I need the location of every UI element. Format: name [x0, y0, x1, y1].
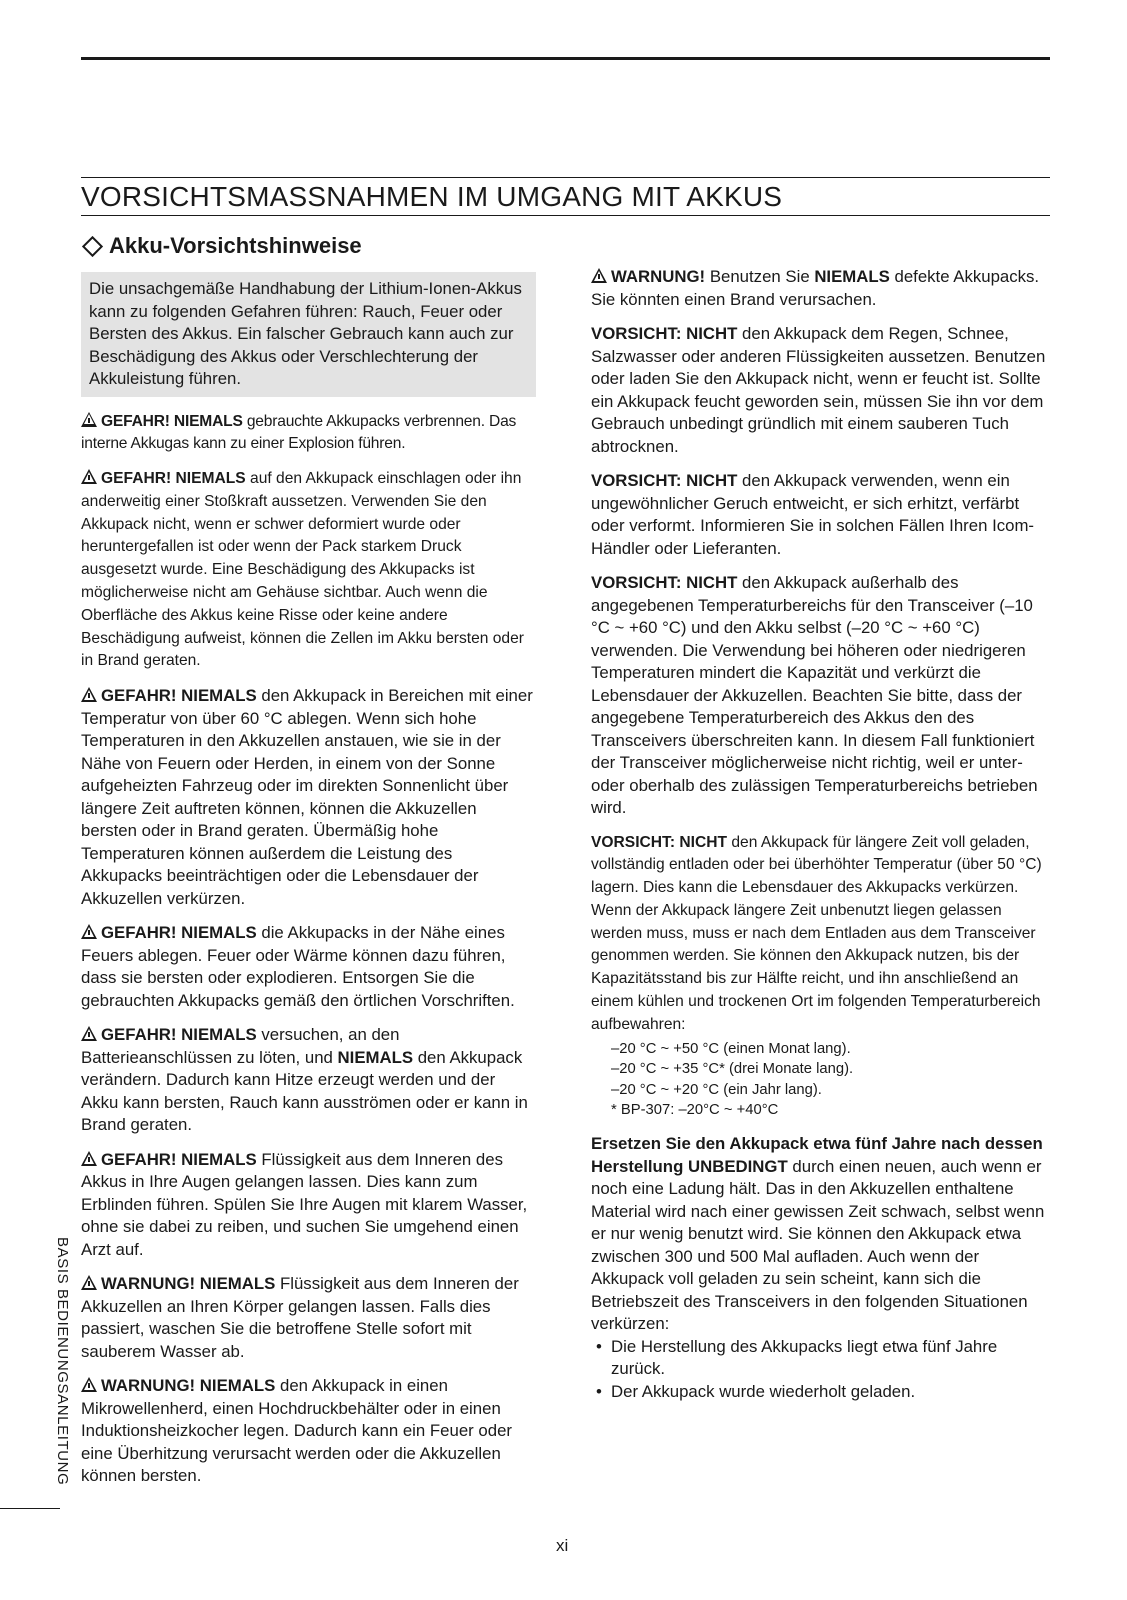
- danger-text: auf den Akkupack einschlagen oder ihn anderweitig einer Stoßkraft aussetzen. Verwenden Sie den Akkupack nicht, wenn er schwer deformiert wurde oder heruntergefallen ist oder wenn der Pack starkem Druck ausgesetzt wurde. Eine Beschädigung des Akkupacks ist möglicherweise nicht am Gehäuse sichtbar. Auch wenn die Oberfläche des Akkus keine Risse oder keine andere Beschädigung aufweist, können die Zellen im Akku bersten oder in Brand geraten.: [81, 470, 524, 670]
- left-column: [81, 272, 536, 1500]
- top-rule: [81, 57, 1050, 60]
- danger-text: gebrauchte Akkupacks verbrennen. Das interne Akkugas kann zu einer Explosion führen.: [81, 412, 517, 453]
- warning-triangle-icon: [81, 687, 97, 702]
- temperature-range-note: * BP-307: –20°C ~ +40°C: [611, 1102, 779, 1119]
- warning-triangle-icon: [81, 924, 97, 939]
- temperature-range-list: [611, 1039, 1050, 1121]
- danger-label: GEFAHR! NIEMALS: [101, 412, 243, 430]
- page-title: VORSICHTSMASSNAHMEN IM UMGANG MIT AKKUS: [81, 181, 783, 212]
- side-label: BASIS BEDIENUNGSANLEITUNG: [54, 1237, 71, 1486]
- bullet-list: [591, 1336, 1050, 1404]
- caution-item-3: [591, 572, 1050, 820]
- warning-emphasis: NIEMALS: [814, 267, 890, 286]
- warning-text-cont: defekte Akkupacks. Sie könnten einen Brand verursachen.: [591, 267, 1040, 309]
- caution-item-2: [591, 470, 1050, 560]
- replace-label: Ersetzen Sie den Akkupack etwa fünf Jahre nach dessen Herstellung UNBEDINGT: [591, 1134, 1043, 1176]
- warning-triangle-icon: [81, 1275, 97, 1290]
- section-subtitle: [81, 233, 362, 259]
- caution-label: VORSICHT: NICHT: [591, 324, 738, 343]
- list-item: • Der Akkupack wurde wiederholt geladen.: [591, 1381, 1050, 1404]
- danger-item-1: [81, 411, 536, 457]
- caution-text: den Akkupack verwenden, wenn ein ungewöhnlicher Geruch entweicht, er sich erhitzt, verfärbt oder verformt. Informieren Sie in solchen Fällen Ihren Icom-Händler oder Lieferanten.: [591, 471, 1035, 558]
- danger-item-3: [81, 685, 536, 910]
- warning-text: Flüssigkeit aus dem Inneren der Akkuzellen an Ihren Körper gelangen lassen. Falls dies passiert, waschen Sie die betroffene Stelle sofort mit sauberem Wasser ab.: [81, 1274, 519, 1361]
- right-column: [591, 266, 1050, 1403]
- diamond-icon: [82, 235, 103, 256]
- side-rule: [0, 1508, 60, 1509]
- temperature-range: –20 °C ~ +35 °C* (drei Monate lang).: [611, 1061, 854, 1078]
- caution-text: den Akkupack dem Regen, Schnee, Salzwasser oder anderen Flüssigkeiten aussetzen. Benutzen oder laden Sie den Akkupack nicht, wenn er feucht ist. Sollte ein Akkupack feucht geworden sein, müssen Sie ihn vor dem Gebrauch unbedingt gründlich mit einem sauberen Tuch abtrocknen.: [591, 324, 1046, 456]
- warning-item-1: [81, 1273, 536, 1363]
- temperature-range: –20 °C ~ +20 °C (ein Jahr lang).: [611, 1081, 822, 1098]
- warning-triangle-icon: [81, 1026, 97, 1041]
- list-item: • Die Herstellung des Akkupacks liegt etwa fünf Jahre zurück.: [591, 1336, 1050, 1381]
- danger-text: die Akkupacks in der Nähe eines Feuers ablegen. Feuer oder Wärme können dazu führen, dass sie bersten oder explodieren. Entsorgen Sie die gebrauchten Akkupacks gemäß den örtlichen Vorschriften.: [81, 923, 515, 1010]
- danger-label: GEFAHR! NIEMALS: [101, 686, 257, 706]
- danger-item-2: [81, 468, 536, 673]
- caution-label: VORSICHT: NICHT: [591, 833, 728, 851]
- warning-triangle-icon: [81, 412, 97, 427]
- danger-item-6: [81, 1149, 536, 1262]
- replace-text: durch einen neuen, auch wenn er noch eine Ladung hält. Das in den Akkuzellen enthaltene Material wird nach einer gewissen Zeit schwach, selbst wenn er nur wenig benutzt wird. Sie können den Akkupack etwa zwischen 300 und 500 Mal aufladen. Auch wenn der Akkupack voll geladen zu sein scheint, kann sich die Betriebszeit des Transceivers in den folgenden Situationen verkürzen:: [591, 1156, 1045, 1334]
- danger-text-cont: den Akkupack verändern. Dadurch kann Hitze erzeugt werden und der Akku kann bersten, Rauch kann ausströmen oder er kann in Brand geraten.: [81, 1047, 528, 1135]
- temperature-range: –20 °C ~ +50 °C (einen Monat lang).: [611, 1040, 851, 1057]
- caution-label: VORSICHT: NICHT: [591, 573, 738, 592]
- warning-text: Benutzen Sie: [705, 267, 815, 286]
- warning-text: den Akkupack in einen Mikrowellenherd, einen Hochdruckbehälter oder in einen Induktionsheizkocher legen. Dadurch kann ein Feuer oder eine Überhitzung verursacht werden oder die Akkuzellen können bersten.: [81, 1376, 512, 1486]
- danger-text: versuchen, an den Batterieanschlüssen zu löten, und: [81, 1025, 400, 1067]
- warning-label: WARNUNG!: [611, 267, 706, 286]
- caution-text: den Akkupack außerhalb des angegebenen Temperaturbereichs für den Transceiver (–10 °C ~ +60 °C) und den Akku selbst (–20 °C ~ +60 °C) verwenden. Die Verwendung bei höheren oder niedrigeren Temperaturen mindert die Kapazität und verkürzt die Lebensdauer der Akkuzellen. Beachten Sie bitte, dass der angegebene Temperaturbereich des Akkus den des Transceivers überschreiten kann. In diesem Fall funktioniert der Transceiver möglicherweise nicht richtig, weil er unter- oder oberhalb des zulässigen Temperaturbereichs betrieben wird.: [591, 573, 1038, 817]
- danger-text: Flüssigkeit aus dem Inneren des Akkus in Ihre Augen gelangen lassen. Dies kann zum Erblinden führen. Spülen Sie Ihre Augen mit klarem Wasser, ohne sie dabei zu reiben, und suchen Sie umgehend einen Arzt auf.: [81, 1149, 528, 1259]
- danger-emphasis: NIEMALS: [337, 1047, 414, 1067]
- section-title-box: [81, 177, 1050, 216]
- danger-label: GEFAHR! NIEMALS: [101, 1025, 257, 1045]
- intro-box: Die unsachgemäße Handhabung der Lithium-Ionen-Akkus kann zu folgenden Gefahren führen: Rauch, Feuer oder Bersten des Akkus. Ein falscher Gebrauch kann auch zur Beschädigung des Akkus oder Verschlechterung der Akkuleistung führen.: [81, 272, 536, 397]
- warning-triangle-icon: [591, 268, 607, 283]
- danger-item-4: [81, 922, 536, 1012]
- warning-triangle-icon: [81, 1377, 97, 1392]
- warning-label: WARNUNG! NIEMALS: [101, 1376, 276, 1396]
- warning-triangle-icon: [81, 1151, 97, 1166]
- replace-paragraph: [591, 1133, 1050, 1336]
- warning-item-defect: [591, 266, 1050, 311]
- caution-label: VORSICHT: NICHT: [591, 471, 738, 490]
- warning-label: WARNUNG! NIEMALS: [101, 1274, 276, 1294]
- danger-label: GEFAHR! NIEMALS: [101, 1149, 257, 1169]
- subtitle-text: Akku-Vorsichtshinweise: [109, 233, 362, 258]
- warning-triangle-icon: [81, 469, 97, 484]
- danger-label: GEFAHR! NIEMALS: [101, 923, 257, 943]
- page-number: xi: [556, 1536, 569, 1555]
- caution-item-1: [591, 323, 1050, 458]
- warning-item-2: [81, 1375, 536, 1488]
- danger-label: GEFAHR! NIEMALS: [101, 470, 246, 488]
- caution-text: den Akkupack für längere Zeit voll geladen, vollständig entladen oder bei überhöhter Temperatur (über 50 °C) lagern. Dies kann die Lebensdauer des Akkupacks verkürzen. Wenn der Akkupack längere Zeit unbenutzt liegen gelassen werden muss, muss er nach dem Entladen aus dem Transceiver genommen werden. Sie können den Akkupack nutzen, bis der Kapazitätsstand bis zur Hälfte reicht, und ihn anschließend an einem kühlen und trockenen Ort im folgenden Temperaturbereich aufbewahren:: [591, 833, 1042, 1033]
- caution-item-4: [591, 832, 1050, 1037]
- danger-item-5: [81, 1024, 536, 1137]
- danger-text: den Akkupack in Bereichen mit einer Temperatur von über 60 °C ablegen. Wenn sich hohe Temperaturen in den Akkuzellen anstauen, wie sie in der Nähe von Feuern oder Herden, in einem von der Sonne aufgeheizten Fahrzeug oder im direkten Sonnenlicht über längere Zeit auftreten können, können die Akkuzellen bersten oder in Brand geraten. Übermäßig hohe Temperaturen können außerdem die Leistung des Akkupacks beeinträchtigen oder die Lebensdauer der Akkuzellen verkürzen.: [81, 686, 533, 908]
